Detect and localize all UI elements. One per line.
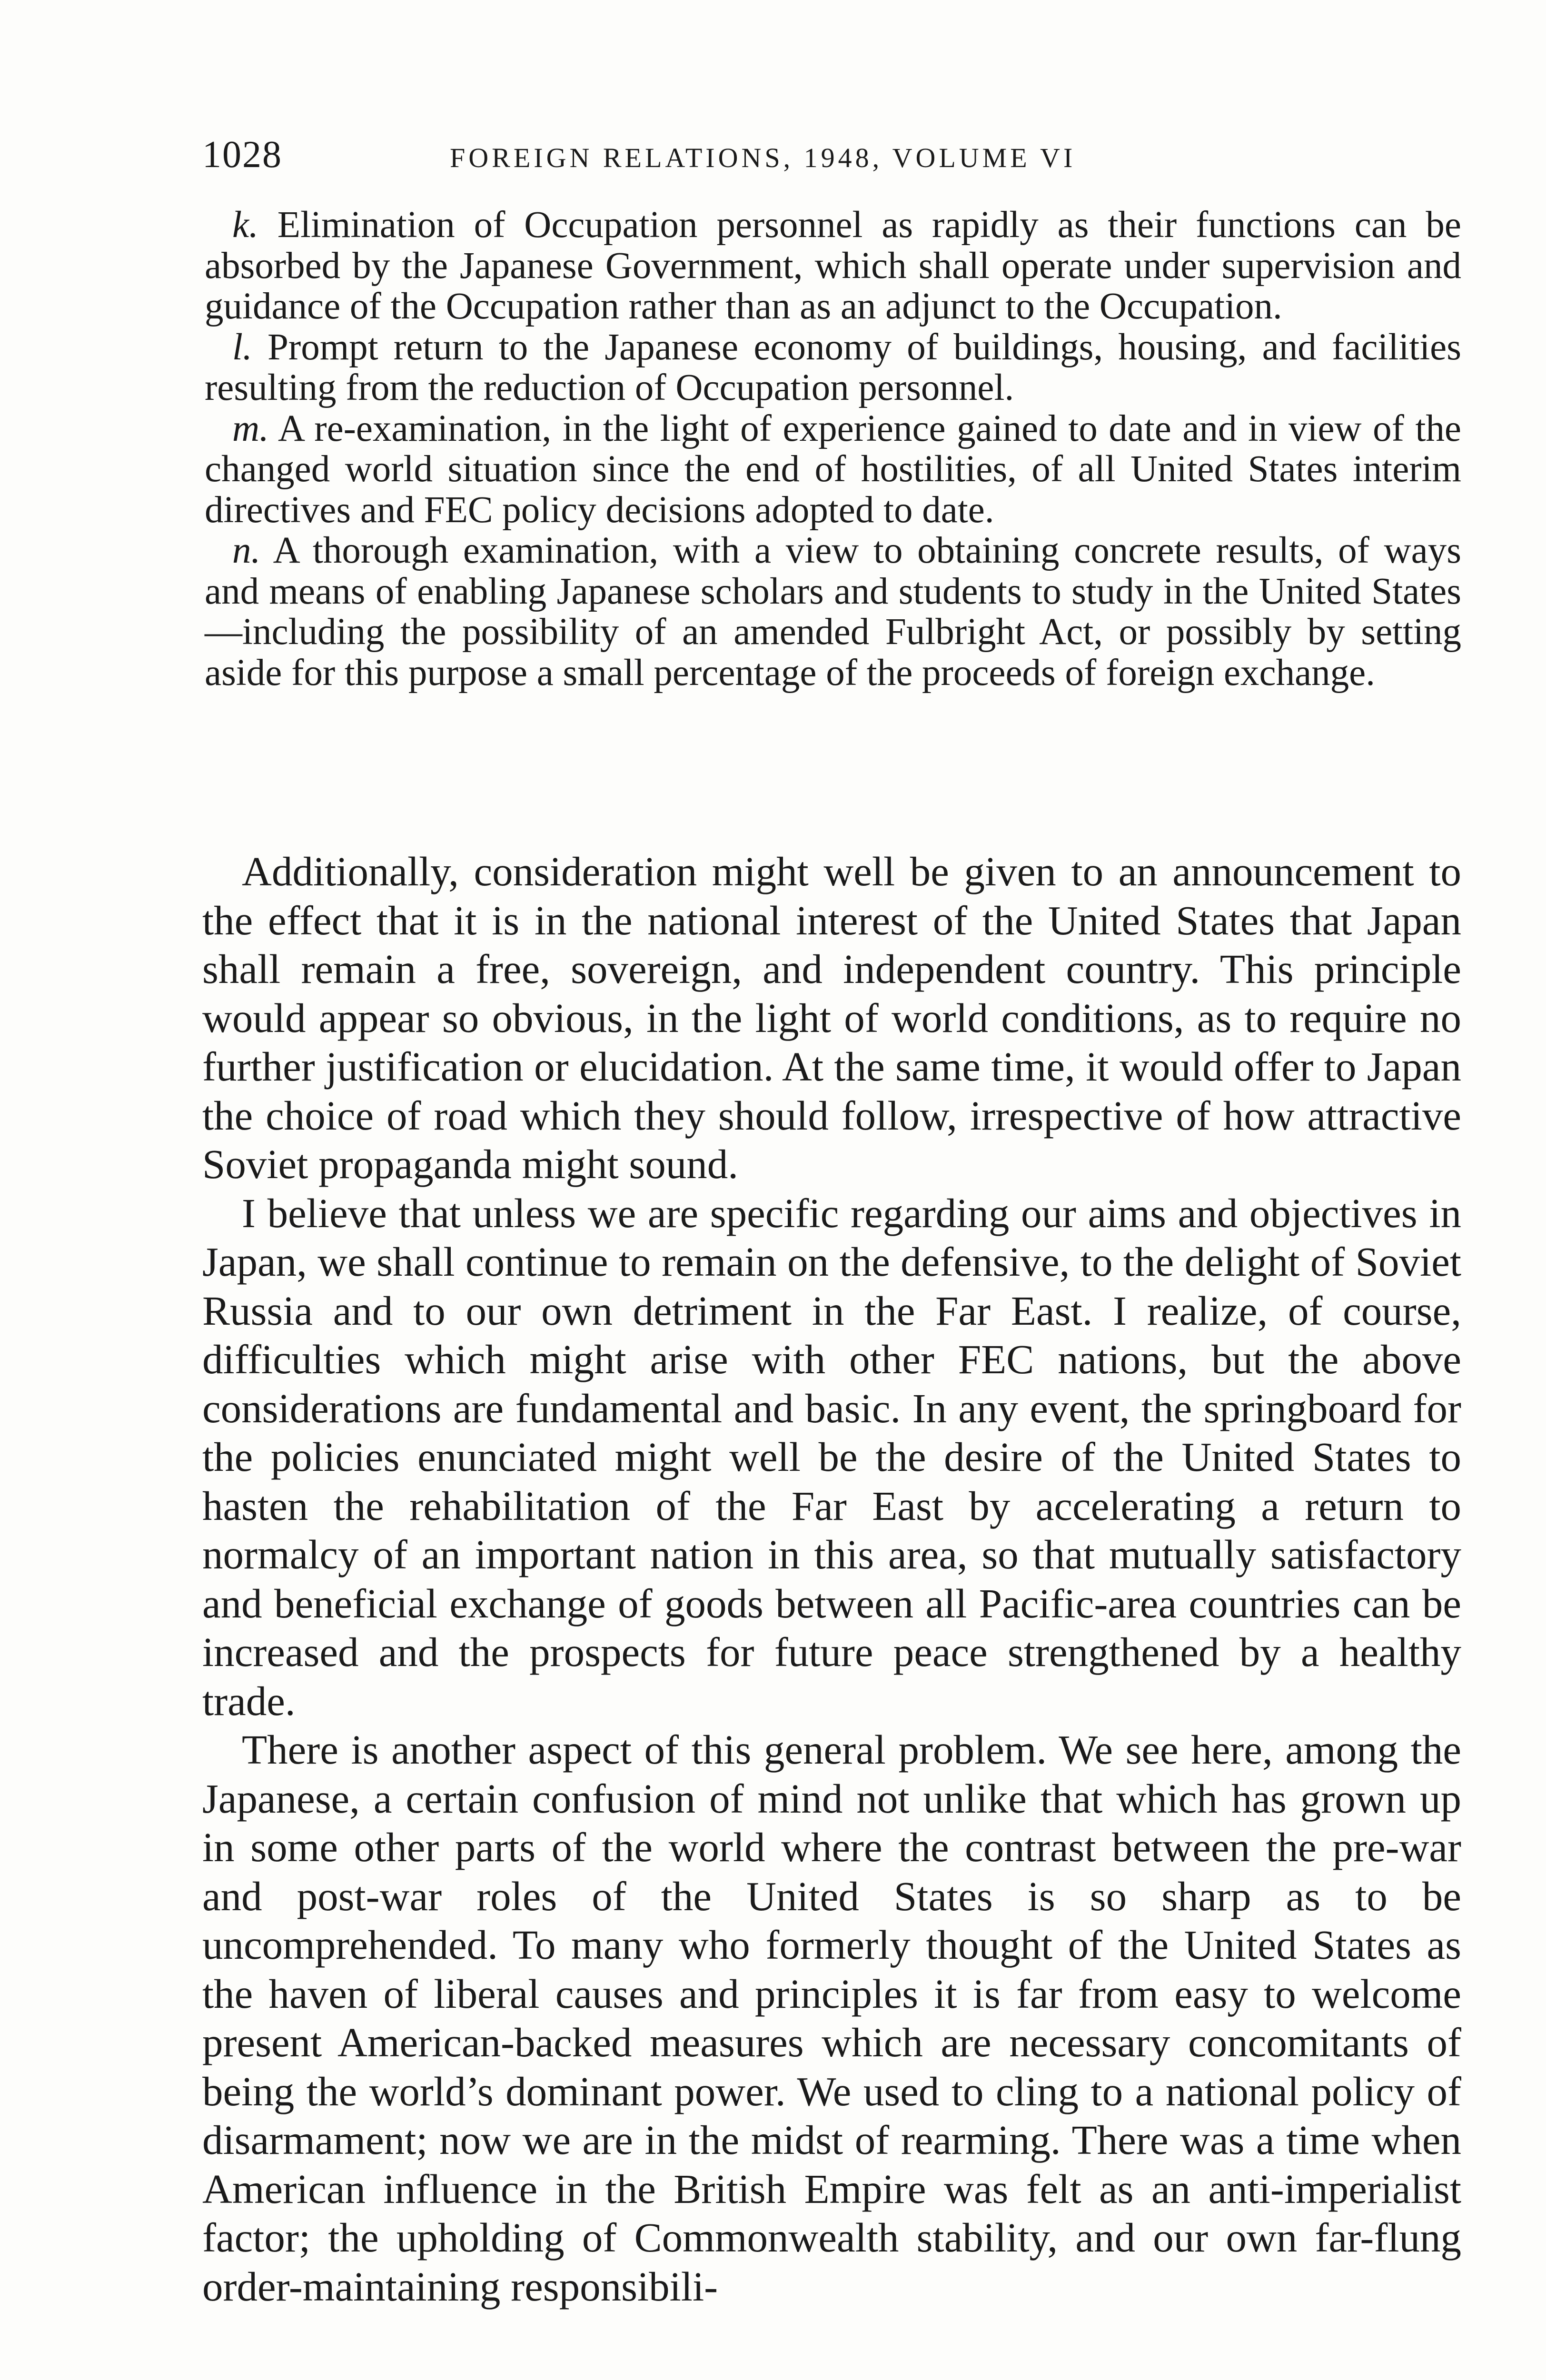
running-title: FOREIGN RELATIONS, 1948, VOLUME VI [450, 142, 1076, 173]
item-letter: n. [232, 530, 261, 571]
paragraph: Additionally, consideration might well be given to an announcement to the effect that it is in the national interest of the United States that Japan shall remain a free, sovereign, and independent country. This principle would appear so obvious, in the light of world conditions, as to require no further justification or elucidation. At the same time, it would offer to Japan the choice of road which they should follow, irrespective of how attractive Soviet propaganda might sound. [202, 848, 1461, 1187]
item-text: A re-examination, in the light of experience gained to date and in view of the changed world situation since the end of hostilities, of all United States interim directives and FEC policy decisions adopted to date. [205, 407, 1461, 531]
lettered-list [205, 205, 1461, 693]
item-text: A thorough examination, with a view to obtaining concrete results, of ways and means of enabling Japanese scholars and students to study in the United States—including the possibility of an amended Fulbright Act, or possibly by setting aside for this purpose a small percentage of the proceeds of foreign exchange. [205, 530, 1461, 694]
item-text: Elimination of Occupation personnel as rapidly as their functions can be absorbed by the Japanese Government, which shall operate under supervision and guidance of the Occupation rather than as an adjunct to the Occupation. [205, 204, 1462, 327]
list-item-k [205, 205, 1461, 327]
item-text: Prompt return to the Japanese economy of buildings, housing, and facilities resulting from the reduction of Occupation personnel. [205, 326, 1461, 408]
running-head [202, 129, 1468, 181]
item-letter: m. [232, 407, 269, 449]
body-text [202, 847, 1461, 2311]
paragraph: I believe that unless we are specific regarding our aims and objectives in Japan, we shall continue to remain on the defensive, to the delight of Soviet Russia and to our own detriment in the Far East. I realize, of course, difficulties which might arise with other FEC nations, but the above considerations are fundamental and basic. In any event, the springboard for the policies enunciated might well be the desire of the United States to hasten the rehabilitation of the Far East by accelerating a return to normalcy of an important nation in this area, so that mutually satisfactory and beneficial exchange of goods between all Pacific-area countries can be increased and the prospects for future peace strengthened by a healthy trade. [202, 1190, 1461, 1724]
list-item-n [205, 530, 1461, 693]
paragraph: There is another aspect of this general problem. We see here, among the Japanese, a certain confusion of mind not unlike that which has grown up in some other parts of the world where the contrast between the pre-war and post-war roles of the United States is so sharp as to be uncomprehended. To many who formerly thought of the United States as the haven of liberal causes and principles it is far from easy to welcome present American-backed measures which are necessary concomitants of being the world’s dominant power. We used to cling to a national policy of disarmament; now we are in the midst of rearming. There was a time when American influence in the British Empire was felt as an anti-imperialist factor; the upholding of Commonwealth stability, and our own far-flung order-maintaining responsibili- [202, 1726, 1461, 2310]
item-letter: l. [232, 326, 252, 368]
item-letter: k. [232, 204, 258, 246]
page-number: 1028 [202, 134, 282, 176]
list-item-l [205, 327, 1461, 408]
list-item-m [205, 408, 1461, 531]
